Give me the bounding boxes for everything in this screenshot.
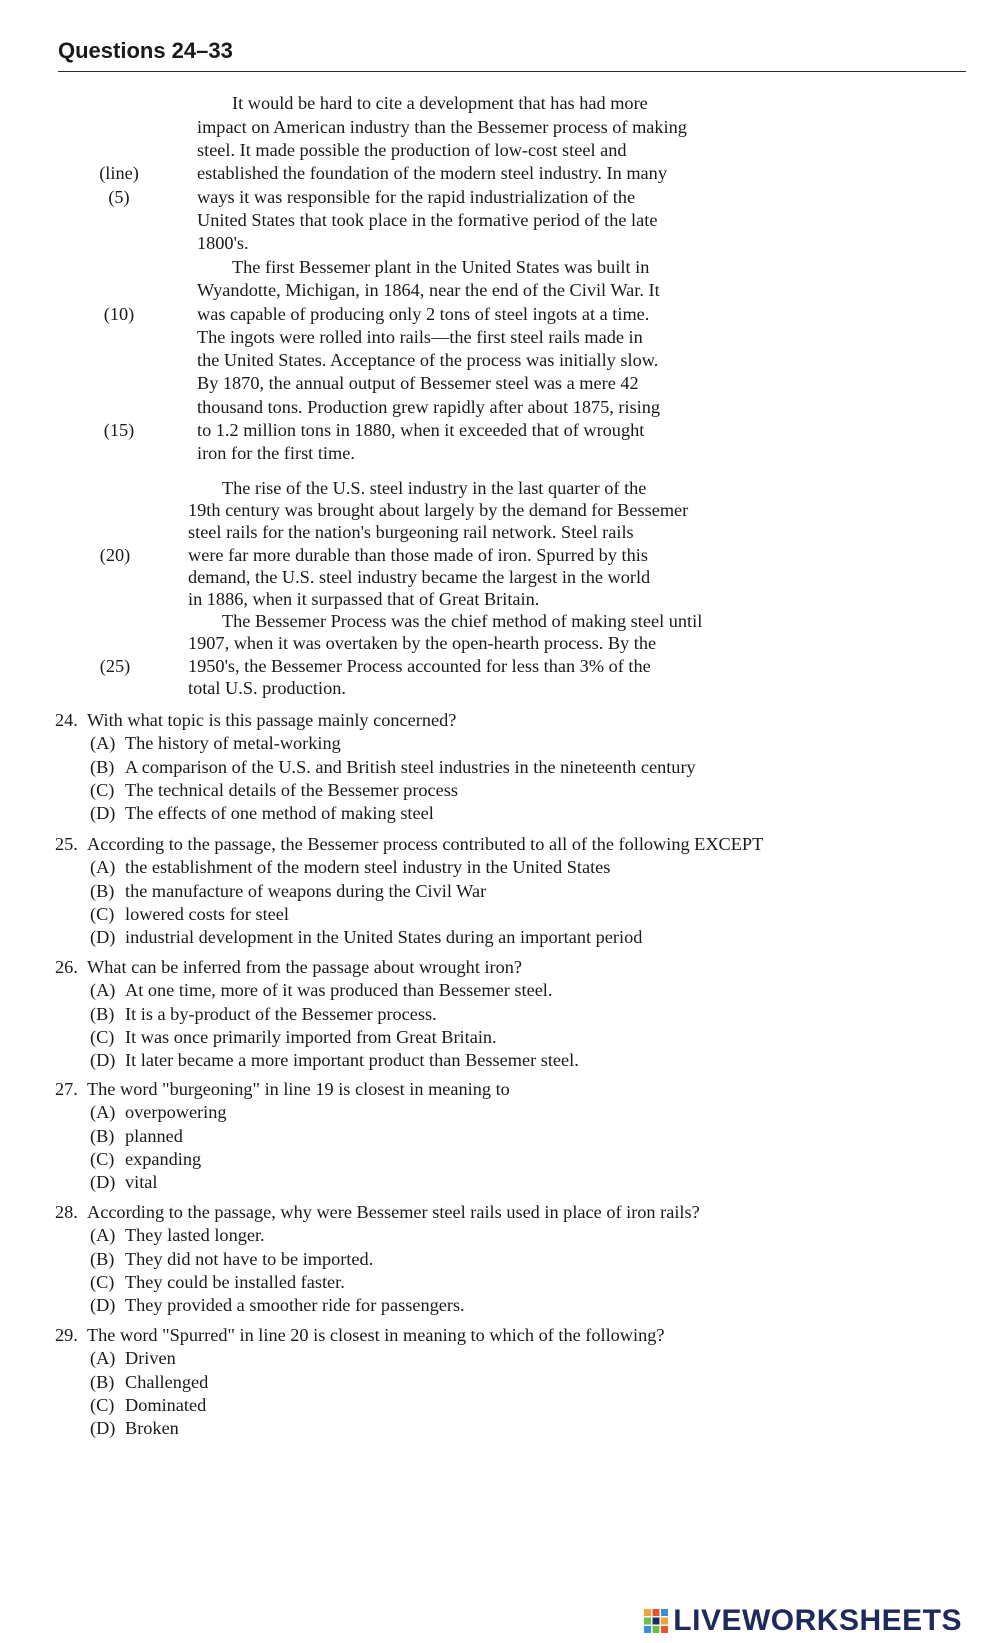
passage-line: steel. It made possible the production of low-cost steel and [197,140,627,160]
passage-line: 1907, when it was overtaken by the open-hearth process. By the [188,633,657,653]
option-d[interactable]: (D) vital [90,1172,158,1193]
passage-line: The first Bessemer plant in the United States was built in [232,257,650,277]
option-a[interactable]: (A) The history of metal-working [90,733,341,754]
passage-line: The Bessemer Process was the chief method of making steel until [222,611,703,631]
line-number: (20) [99,545,131,565]
option-b[interactable]: (B) planned [90,1125,183,1146]
question-27 [55,1078,965,1194]
option-d[interactable]: (D) industrial development in the United States during an important period [90,927,643,948]
option-d[interactable]: (D) It later became a more important product than Bessemer steel. [90,1050,579,1071]
page-title: Questions 24–33 [58,38,233,63]
option-a[interactable]: (A) overpowering [90,1102,227,1123]
question-number: 25. [55,834,78,854]
option-c[interactable]: (C) lowered costs for steel [90,903,289,924]
passage-line: It would be hard to cite a development that has had more [232,93,648,113]
passage-line: total U.S. production. [188,678,346,698]
option-b[interactable]: (B) They did not have to be imported. [90,1248,374,1269]
passage-line: was capable of producing only 2 tons of steel ingots at a time. [197,304,650,324]
passage-line: 19th century was brought about largely by the demand for Bessemer [188,500,689,520]
passage-line: to 1.2 million tons in 1880, when it exceeded that of wrought [197,420,645,440]
question-24 [55,709,965,825]
option-a[interactable]: (A) They lasted longer. [90,1225,265,1246]
question-text: With what topic is this passage mainly concerned? [87,710,457,730]
line-number: (10) [103,304,135,324]
line-number: (25) [99,656,131,676]
question-text: What can be inferred from the passage about wrought iron? [87,957,523,977]
passage-line: 1950's, the Bessemer Process accounted for less than 3% of the [188,656,651,676]
option-c[interactable]: (C) The technical details of the Bessemer process [90,779,458,800]
question-number: 24. [55,710,78,730]
option-b[interactable]: (B) Challenged [90,1371,209,1392]
passage-line: were far more durable than those made of iron. Spurred by this [188,545,648,565]
question-text: According to the passage, the Bessemer process contributed to all of the following EXCEPT [87,834,764,854]
option-b[interactable]: (B) the manufacture of weapons during the Civil War [90,880,487,901]
option-c[interactable]: (C) Dominated [90,1394,207,1415]
option-a[interactable]: (A) Driven [90,1348,176,1369]
passage-line: demand, the U.S. steel industry became the largest in the world [188,567,651,587]
liveworksheets-logo [643,1604,962,1638]
passage-line: steel rails for the nation's burgeoning rail network. Steel rails [188,522,634,542]
option-b[interactable]: (B) A comparison of the U.S. and British steel industries in the nineteenth century [90,756,696,777]
passage-line: ways it was responsible for the rapid industrialization of the [197,187,636,207]
option-d[interactable]: (D) Broken [90,1418,179,1439]
question-text: The word "Spurred" in line 20 is closest in meaning to which of the following? [87,1325,665,1345]
option-b[interactable]: (B) It is a by-product of the Bessemer process. [90,1003,437,1024]
passage-line: in 1886, when it surpassed that of Great Britain. [188,589,540,609]
line-number: (15) [103,420,135,440]
passage-line: thousand tons. Production grew rapidly after about 1875, rising [197,397,661,417]
passage-line: Wyandotte, Michigan, in 1864, near the end of the Civil War. It [197,280,660,300]
option-d[interactable]: (D) They provided a smoother ride for passengers. [90,1295,465,1316]
passage-line: established the foundation of the modern steel industry. In many [197,163,667,183]
question-28 [55,1201,965,1317]
question-25 [55,833,965,949]
liveworksheets-wordmark: LIVEWORKSHEETS [673,1604,962,1637]
passage-line: impact on American industry than the Bessemer process of making [197,117,687,137]
line-number: (5) [108,187,130,207]
option-d[interactable]: (D) The effects of one method of making steel [90,803,434,824]
option-a[interactable]: (A) At one time, more of it was produced than Bessemer steel. [90,980,553,1001]
option-c[interactable]: (C) They could be installed faster. [90,1271,345,1292]
line-label: (line) [99,163,139,183]
option-a[interactable]: (A) the establishment of the modern steel industry in the United States [90,857,611,878]
passage-line: 1800's. [197,233,249,253]
passage-line: The ingots were rolled into rails—the first steel rails made in [197,327,643,347]
passage-line: the United States. Acceptance of the process was initially slow. [197,350,659,370]
header-divider [58,71,966,72]
option-c[interactable]: (C) It was once primarily imported from Great Britain. [90,1026,497,1047]
question-number: 29. [55,1325,78,1345]
passage-line: By 1870, the annual output of Bessemer steel was a mere 42 [197,373,639,393]
question-number: 26. [55,957,78,977]
passage-line: The rise of the U.S. steel industry in the last quarter of the [222,478,647,498]
liveworksheets-grid-icon [643,1608,669,1634]
question-number: 28. [55,1202,78,1222]
passage-line: iron for the first time. [197,443,355,463]
question-text: According to the passage, why were Bessemer steel rails used in place of iron rails? [87,1202,700,1222]
question-29 [55,1324,965,1440]
passage-line: United States that took place in the formative period of the late [197,210,658,230]
question-number: 27. [55,1079,78,1099]
question-26 [55,956,965,1072]
question-text: The word "burgeoning" in line 19 is closest in meaning to [87,1079,510,1099]
option-c[interactable]: (C) expanding [90,1148,202,1169]
